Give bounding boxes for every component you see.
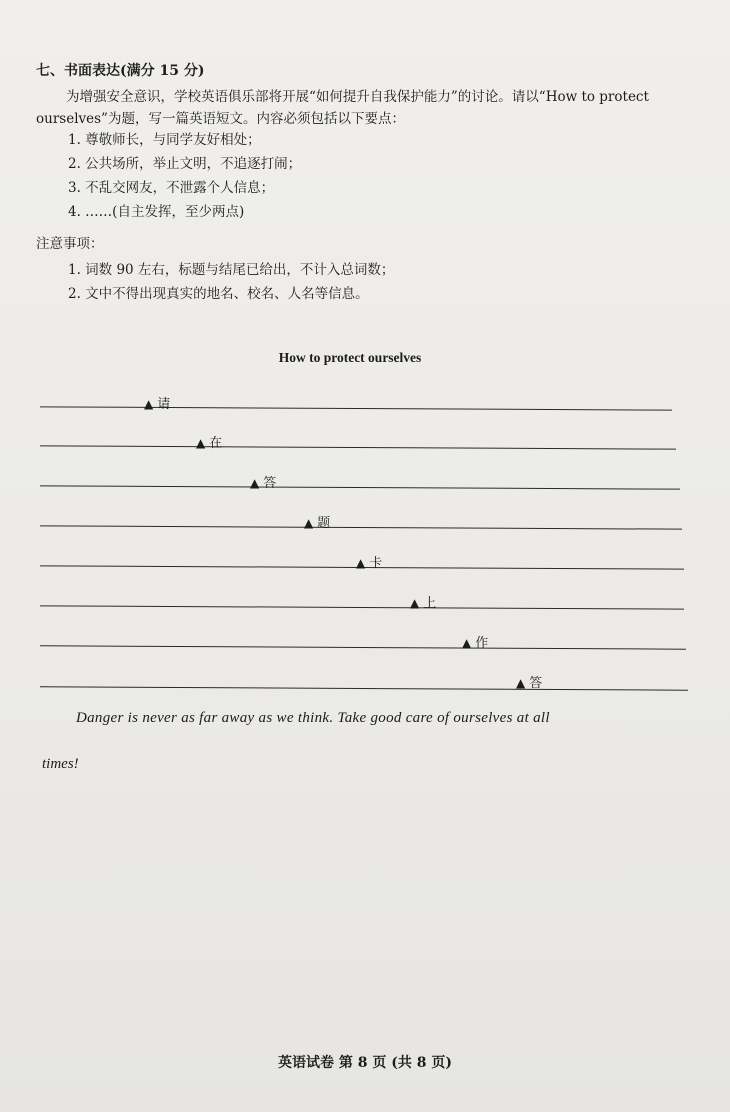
key-point: 1. 尊敬师长，与同学友好相处； [68,132,261,148]
answer-sheet-marker: ▲ 上 [410,596,437,611]
writing-prompt: 为增强安全意识，学校英语俱乐部将开展“如何提升自我保护能力”的讨论。请以“How to protect ourselves”为题，写一篇英语短文。内容必须包括以下要点： [36,89,649,127]
essay-closing-line: Danger is never as far away as we think. Take good care of ourselves at all [76,710,550,726]
triangle-icon: ▲ [410,596,420,610]
writing-line [40,605,684,609]
answer-sheet-marker: ▲ 作 [462,636,489,651]
note-item: 2. 文中不得出现真实的地名、校名、人名等信息。 [68,286,369,302]
answer-sheet-marker: ▲ 请 [144,397,171,412]
triangle-icon: ▲ [196,436,206,450]
answer-sheet-marker: ▲ 答 [250,476,277,491]
section-title: 七、书面表达(满分 15 分) [36,63,205,79]
essay-title: How to protect ourselves [278,350,422,365]
notes-title: 注意事项： [36,236,104,252]
key-point: 4. ……(自主发挥，至少两点) [68,204,245,220]
answer-sheet-marker: ▲ 在 [196,436,223,451]
triangle-icon: ▲ [144,397,154,411]
answer-sheet-marker: ▲ 答 [516,676,543,691]
key-point: 2. 公共场所，举止文明，不追逐打闹； [68,156,302,172]
triangle-icon: ▲ [516,676,526,690]
answer-sheet-marker: ▲ 卡 [356,556,383,571]
essay-closing-end: times! [42,756,79,772]
writing-line [40,485,680,489]
triangle-icon: ▲ [250,476,260,490]
triangle-icon: ▲ [462,636,472,650]
writing-line [40,445,676,449]
writing-line [40,686,688,690]
key-point: 3. 不乱交网友，不泄露个人信息； [68,180,275,196]
triangle-icon: ▲ [304,516,314,530]
note-item: 1. 词数 90 左右，标题与结尾已给出，不计入总词数； [68,262,395,278]
writing-line [40,525,682,529]
writing-line [40,645,686,649]
writing-line [40,406,672,410]
answer-sheet-marker: ▲ 题 [304,516,331,531]
page-footer: 英语试卷 第 8 页 (共 8 页) [278,1055,452,1071]
key-points-list [68,128,301,224]
triangle-icon: ▲ [356,556,366,570]
notes-list [68,258,394,306]
